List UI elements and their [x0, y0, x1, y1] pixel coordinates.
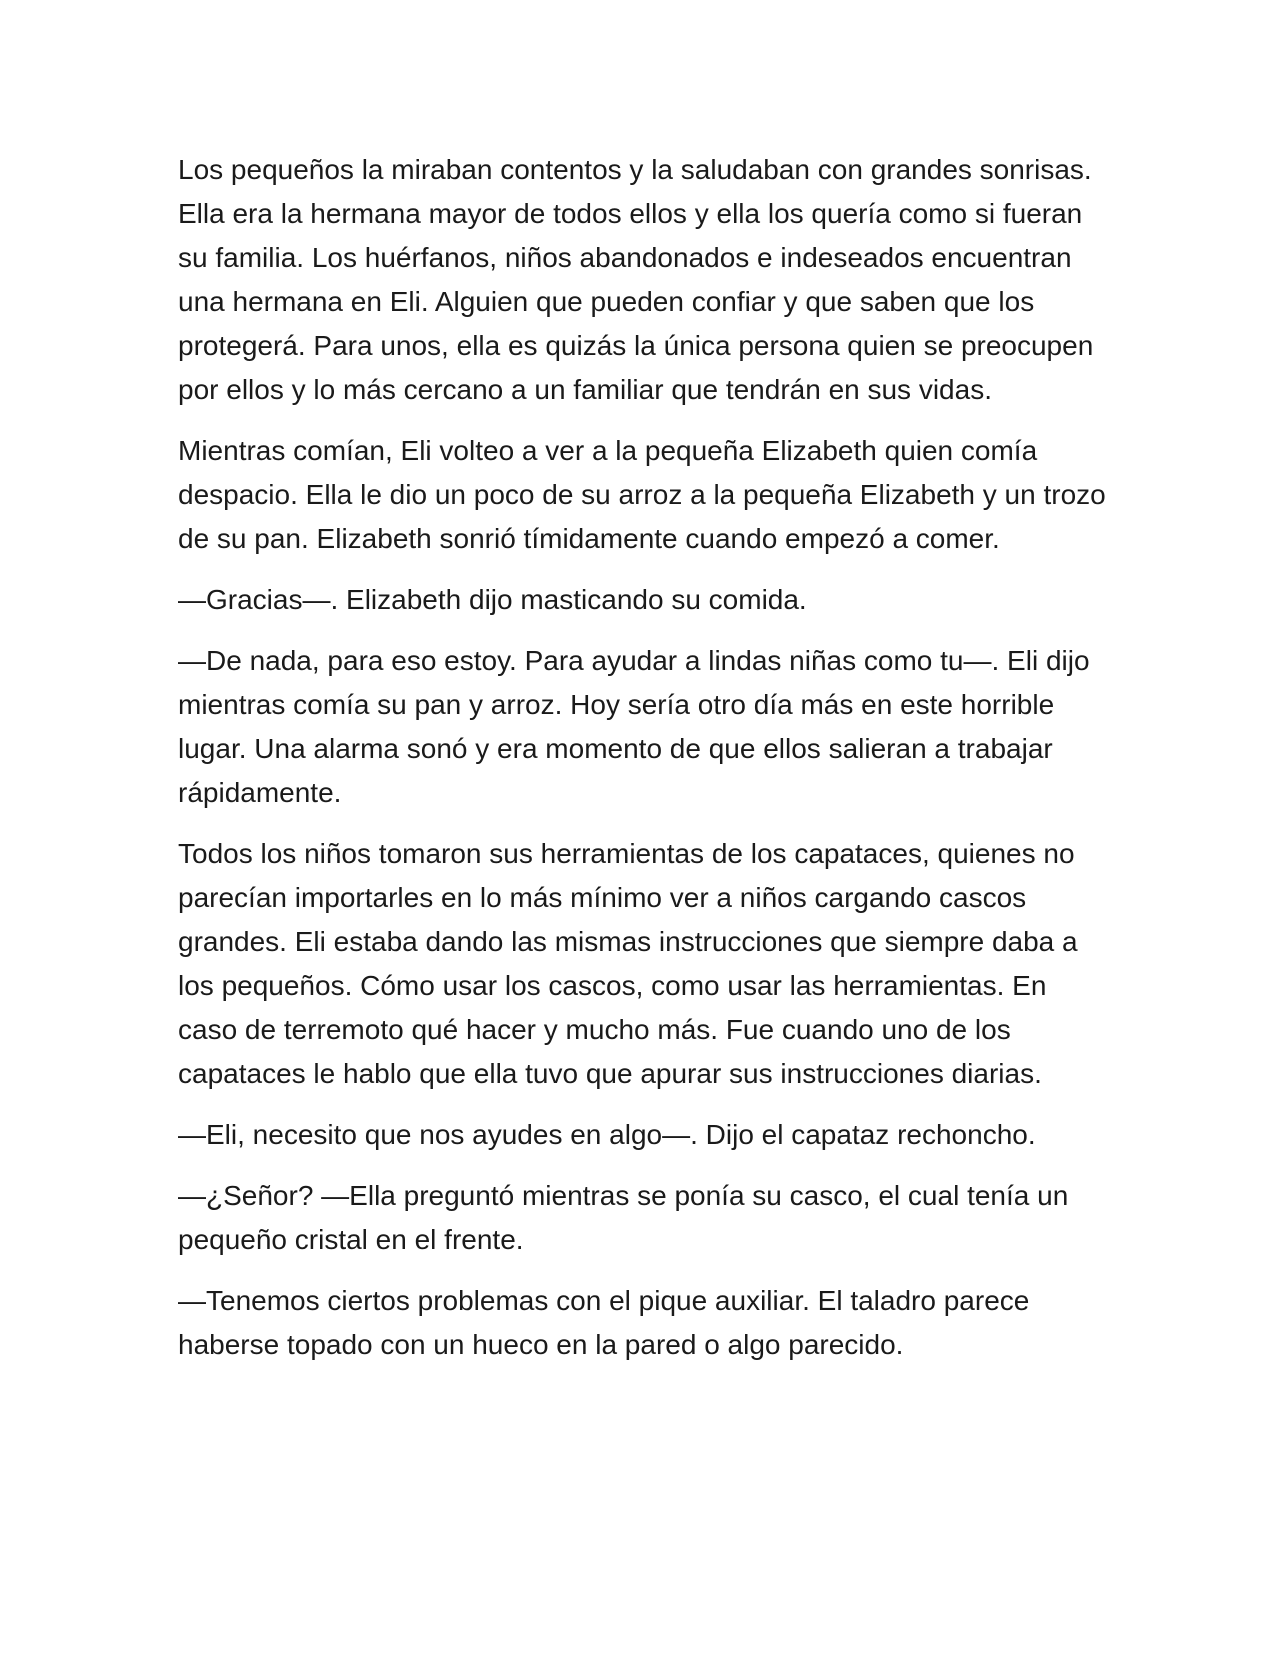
dialogue-line: —¿Señor? —Ella preguntó mientras se ponía su casco, el cual tenía un pequeño cristal en el frente. [178, 1180, 1069, 1255]
dialogue-line: —Tenemos ciertos problemas con el pique auxiliar. El taladro parece haberse topado con un hueco en la pared o algo parecido. [178, 1285, 1030, 1360]
document-body [178, 148, 1108, 1384]
dialogue-line: —Gracias—. Elizabeth dijo masticando su comida. [178, 584, 807, 615]
dialogue-line: —Eli, necesito que nos ayudes en algo—. Dijo el capataz rechoncho. [178, 1119, 1036, 1150]
dialogue-line: —De nada, para eso estoy. Para ayudar a lindas niñas como tu—. Eli dijo mientras comía su pan y arroz. Hoy sería otro día más en este horrible lugar. Una alarma sonó y era momento de que ellos salieran a trabajar rápidamente. [178, 645, 1090, 808]
paragraph: Mientras comían, Eli volteo a ver a la pequeña Elizabeth quien comía despacio. Ella le dio un poco de su arroz a la pequeña Elizabeth y un trozo de su pan. Elizabeth sonrió tímidamente cuando empezó a comer. [178, 435, 1106, 554]
paragraph: Los pequeños la miraban contentos y la saludaban con grandes sonrisas. Ella era la hermana mayor de todos ellos y ella los quería como si fueran su familia. Los huérfanos, niños abandonados e indeseados encuentran una hermana en Eli. Alguien que pueden confiar y que saben que los protegerá. Para unos, ella es quizás la única persona quien se preocupen por ellos y lo más cercano a un familiar que tendrán en sus vidas. [178, 154, 1094, 405]
paragraph: Todos los niños tomaron sus herramientas de los capataces, quienes no parecían importarles en lo más mínimo ver a niños cargando cascos grandes. Eli estaba dando las mismas instrucciones que siempre daba a los pequeños. Cómo usar los cascos, como usar las herramientas. En caso de terremoto qué hacer y mucho más. Fue cuando uno de los capataces le hablo que ella tuvo que apurar sus instrucciones diarias. [178, 838, 1078, 1089]
